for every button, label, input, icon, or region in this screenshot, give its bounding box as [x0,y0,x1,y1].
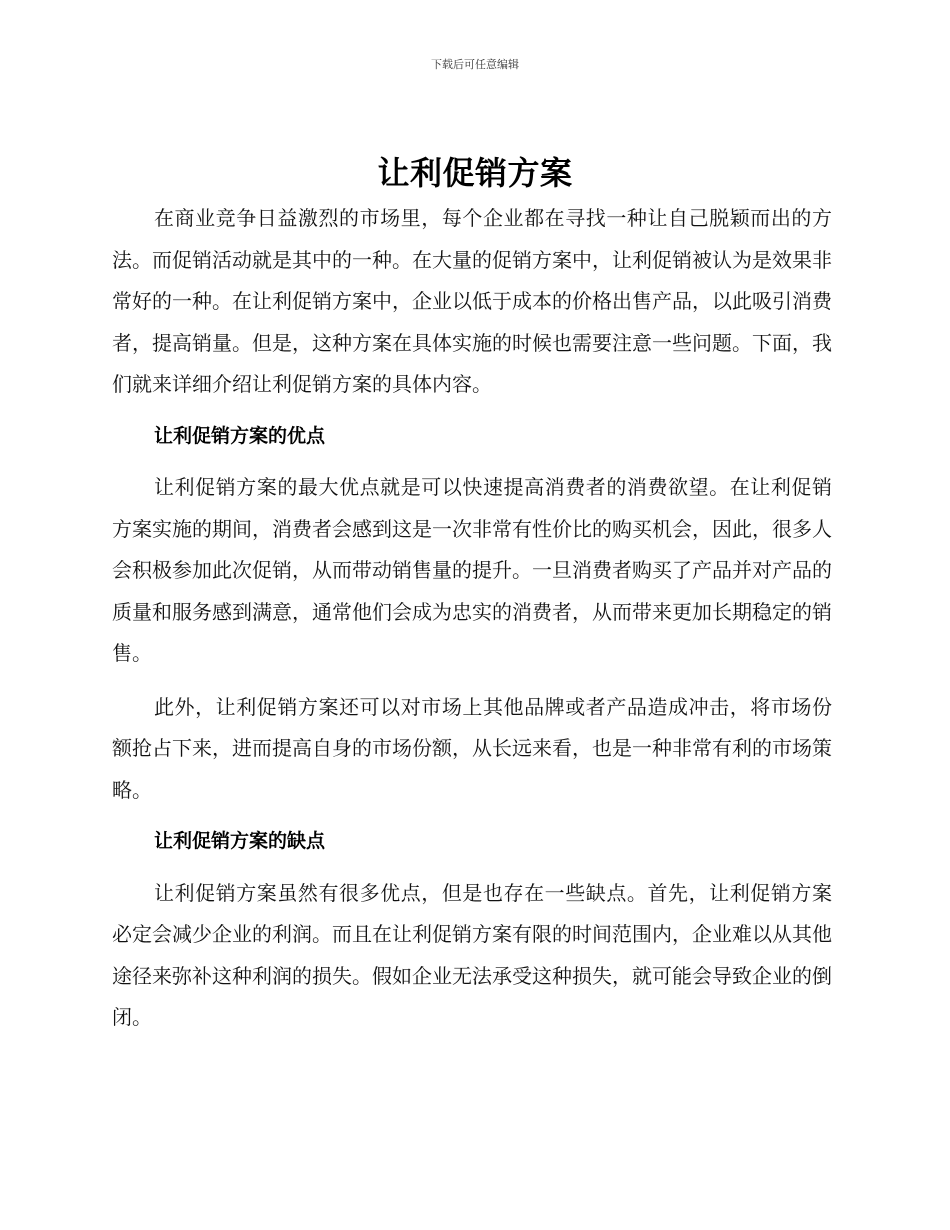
disadvantages-paragraph-1: 让利促销方案虽然有很多优点，但是也存在一些缺点。首先，让利促销方案必定会减少企业的利润。而且在让利促销方案有限的时间范围内，企业难以从其他途径来弥补这种利润的损失。假如企业无法承受这种损失，就可能会导致企业的倒闭。 [112,880,832,1029]
intro-paragraph: 在商业竞争日益激烈的市场里，每个企业都在寻找一种让自己脱颖而出的方法。而促销活动就是其中的一种。在大量的促销方案中，让利促销被认为是效果非常好的一种。在让利促销方案中，企业以低于成本的价格出售产品，以此吸引消费者，提高销量。但是，这种方案在具体实施的时候也需要注意一些问题。下面，我们就来详细介绍让利促销方案的具体内容。 [112,206,832,396]
document-body [112,198,832,1039]
advantages-paragraph-2: 此外，让利促销方案还可以对市场上其他品牌或者产品造成冲击，将市场份额抢占下来，进而提高自身的市场份额，从长远来看，也是一种非常有利的市场策略。 [112,694,832,802]
page-title: 让利促销方案 [377,154,573,192]
section-heading-advantages: 让利促销方案的优点 [154,424,326,447]
advantages-paragraph-1: 让利促销方案的最大优点就是可以快速提高消费者的消费欲望。在让利促销方案实施的期间，消费者会感到这是一次非常有性价比的购买机会，因此，很多人会积极参加此次促销，从而带动销售量的提升。一旦消费者购买了产品并对产品的质量和服务感到满意，通常他们会成为忠实的消费者，从而带来更加长期稳定的销售。 [112,475,832,665]
header-note: 下载后可任意编辑 [431,58,519,71]
section-heading-disadvantages: 让利促销方案的缺点 [154,830,326,852]
